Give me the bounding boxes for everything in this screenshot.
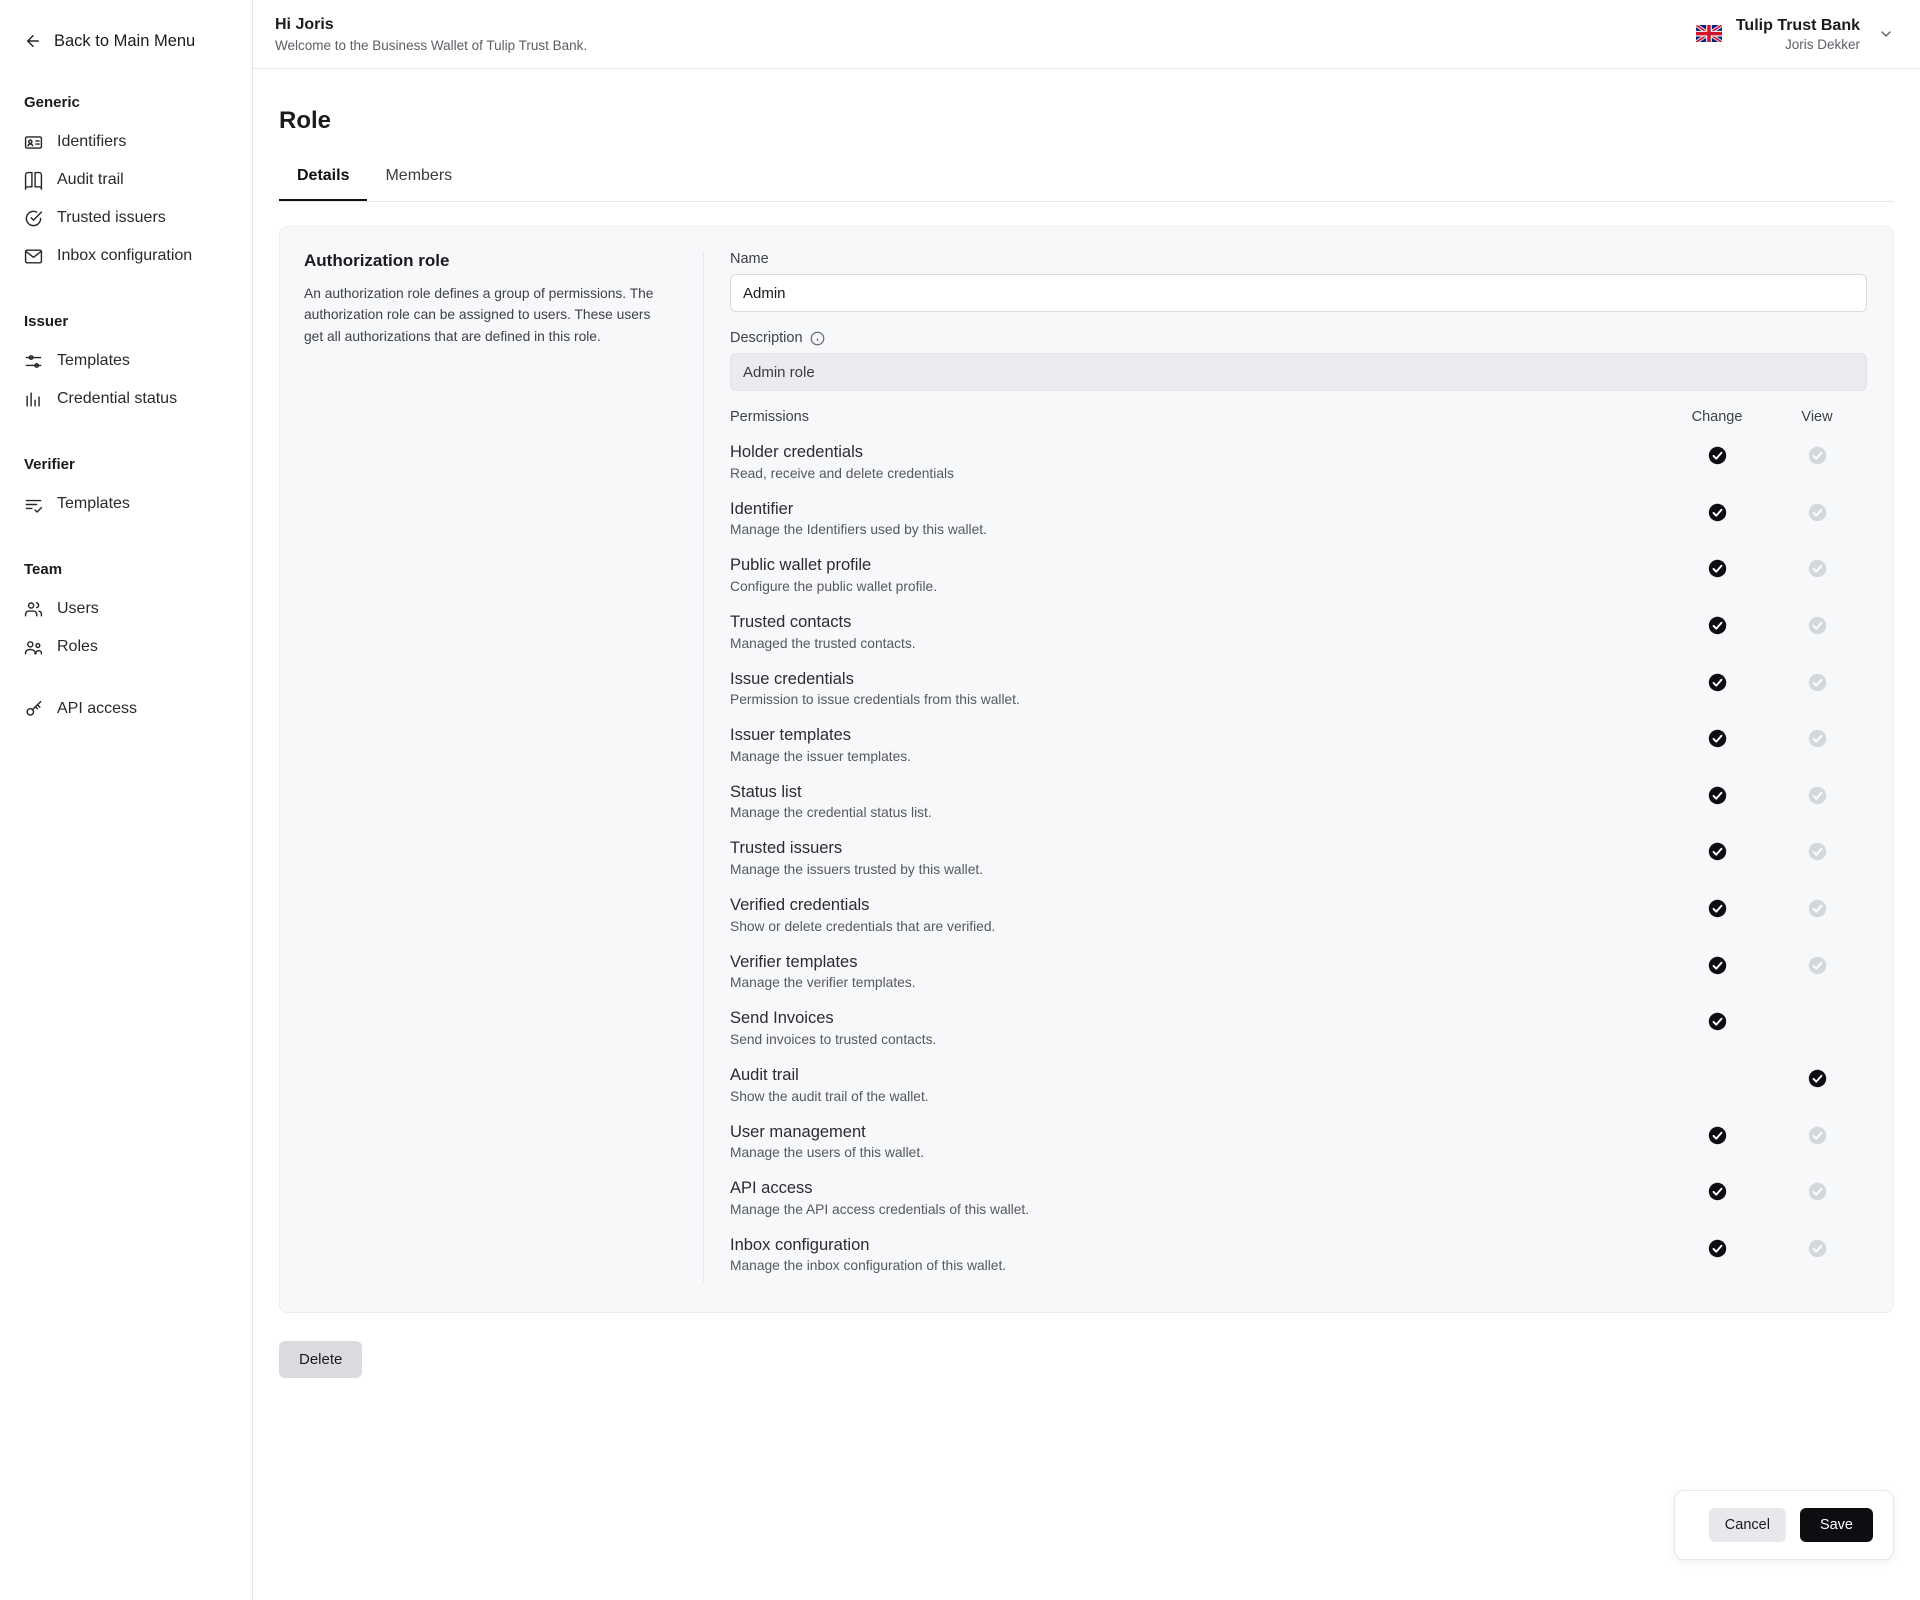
permission-view-cell — [1767, 725, 1867, 748]
key-icon — [24, 700, 43, 719]
name-input[interactable] — [730, 274, 1867, 312]
checkbox-change-checked[interactable] — [1708, 729, 1727, 748]
checkbox-empty — [1808, 1012, 1827, 1031]
cancel-button[interactable]: Cancel — [1709, 1508, 1786, 1542]
permission-description: Show the audit trail of the wallet. — [730, 1088, 929, 1104]
permission-change-cell — [1667, 1122, 1767, 1145]
checkbox-change-checked[interactable] — [1708, 1239, 1727, 1258]
checkbox-view-disabled — [1808, 616, 1827, 635]
permission-description: Manage the inbox configuration of this wallet. — [730, 1258, 1007, 1274]
permission-change-cell — [1667, 1235, 1767, 1258]
checkbox-view-disabled — [1808, 1239, 1827, 1258]
permission-description: Manage the credential status list. — [730, 805, 932, 821]
info-icon[interactable] — [810, 331, 825, 346]
permission-view-cell — [1767, 1065, 1867, 1088]
permission-change-cell — [1667, 669, 1767, 692]
sidebar-item-label: Users — [57, 600, 99, 617]
permission-name: Trusted issuers — [730, 839, 843, 858]
permission-change-cell — [1667, 1178, 1767, 1201]
permission-text — [730, 725, 1667, 764]
verify-template-icon — [24, 495, 43, 514]
sidebar-item-inbox-configuration[interactable] — [0, 237, 252, 275]
column-header-change: Change — [1691, 409, 1743, 425]
checkbox-view-disabled — [1808, 1182, 1827, 1201]
book-icon — [24, 171, 43, 190]
permission-text — [730, 1008, 1667, 1047]
permission-row — [730, 490, 1867, 547]
sidebar-item-label: Audit trail — [57, 171, 124, 188]
role-details-card — [279, 226, 1894, 1313]
permission-text — [730, 499, 1667, 538]
sidebar-item-label: Inbox configuration — [57, 247, 193, 264]
permission-description: Managed the trusted contacts. — [730, 635, 916, 651]
save-bar — [1674, 1490, 1894, 1560]
sidebar-item-label: API access — [57, 700, 138, 717]
permission-text — [730, 782, 1667, 821]
permission-text — [730, 612, 1667, 651]
greeting-block — [275, 15, 587, 53]
permission-name: Verified credentials — [730, 896, 870, 914]
check-circle-icon — [24, 209, 43, 228]
tab-members[interactable]: Members — [385, 167, 453, 184]
checkbox-view-disabled — [1808, 446, 1827, 465]
info-body: An authorization role defines a group of permissions. The authorization role can be assigned to users. These users get all authorizations that are defined in this role. — [304, 286, 654, 344]
permission-view-cell — [1767, 895, 1867, 918]
permission-description: Manage the API access credentials of this wallet. — [730, 1201, 1030, 1217]
permission-description: Manage the users of this wallet. — [730, 1145, 925, 1161]
permission-name: Inbox configuration — [730, 1235, 870, 1254]
permission-name: Status list — [730, 782, 802, 801]
permission-row — [730, 943, 1867, 1000]
checkbox-view-disabled — [1808, 729, 1827, 748]
permission-view-cell — [1767, 952, 1867, 975]
permission-text — [730, 1122, 1667, 1161]
permission-row — [730, 1113, 1867, 1170]
permission-name: User management — [730, 1122, 866, 1141]
permission-row — [730, 603, 1867, 660]
permissions-header — [730, 409, 1867, 425]
permission-description: Send invoices to trusted contacts. — [730, 1031, 937, 1047]
checkbox-view-checked[interactable] — [1808, 1069, 1827, 1088]
permission-row — [730, 716, 1867, 773]
sidebar-item-identifiers[interactable] — [0, 123, 252, 161]
permission-description: Permission to issue credentials from this wallet. — [730, 692, 1020, 708]
column-header-view: View — [1801, 409, 1833, 425]
checkbox-view-disabled — [1808, 786, 1827, 805]
permission-row — [730, 546, 1867, 603]
authorization-role-info — [304, 251, 704, 1282]
permission-change-cell — [1667, 725, 1767, 748]
checkbox-view-disabled — [1808, 673, 1827, 692]
org-block — [1736, 16, 1860, 52]
permission-row — [730, 1226, 1867, 1283]
permission-view-cell — [1767, 555, 1867, 578]
uk-flag-icon[interactable] — [1696, 25, 1722, 43]
permission-row — [730, 999, 1867, 1056]
page-title: Role — [279, 107, 332, 134]
back-to-main-menu-label: Back to Main Menu — [54, 31, 196, 50]
permission-row — [730, 660, 1867, 717]
permission-description: Manage the verifier templates. — [730, 975, 916, 991]
sidebar-item-users[interactable] — [0, 590, 252, 628]
permission-change-cell — [1667, 838, 1767, 861]
permission-row — [730, 433, 1867, 490]
permission-row — [730, 886, 1867, 943]
checkbox-change-checked[interactable] — [1708, 673, 1727, 692]
permission-row — [730, 1056, 1867, 1113]
sidebar — [0, 0, 253, 1600]
checkbox-change-checked[interactable] — [1708, 1012, 1727, 1031]
tab-details[interactable]: Details — [279, 157, 367, 201]
permission-name: Trusted contacts — [730, 612, 852, 631]
permission-description: Manage the Identifiers used by this wallet. — [730, 522, 987, 538]
checkbox-change-checked[interactable] — [1708, 503, 1727, 522]
main-area — [253, 0, 1920, 1600]
permission-change-cell — [1667, 555, 1767, 578]
chevron-down-icon[interactable] — [1878, 26, 1894, 42]
description-label — [730, 330, 1867, 346]
permission-view-cell — [1767, 838, 1867, 861]
permission-description: Manage the issuer templates. — [730, 748, 911, 764]
permission-name: Send Invoices — [730, 1009, 834, 1028]
description-field-block — [730, 330, 1867, 391]
permission-text — [730, 1065, 1667, 1104]
permission-text — [730, 669, 1667, 708]
permission-row — [730, 1169, 1867, 1226]
sidebar-item-credential-status[interactable] — [0, 380, 252, 418]
permission-description: Manage the issuers trusted by this wallet. — [730, 862, 984, 877]
sidebar-item-label: Credential status — [57, 390, 178, 407]
permission-name: Identifier — [730, 499, 794, 518]
permission-description: Read, receive and delete credentials — [730, 465, 954, 481]
checkbox-change-checked[interactable] — [1708, 559, 1727, 578]
permission-change-cell — [1667, 612, 1767, 635]
sidebar-item-trusted-issuers[interactable] — [0, 199, 252, 237]
sidebar-nav — [0, 94, 252, 728]
sliders-icon — [24, 352, 43, 371]
permission-change-cell — [1667, 499, 1767, 522]
permission-text — [730, 895, 1667, 934]
permission-row — [730, 829, 1867, 886]
checkbox-view-disabled — [1808, 1126, 1827, 1145]
permission-change-cell — [1667, 952, 1767, 975]
permission-text — [730, 555, 1667, 594]
permission-name: Audit trail — [730, 1065, 799, 1084]
permission-view-cell — [1767, 1122, 1867, 1145]
topbar — [253, 0, 1920, 69]
permission-text — [730, 1235, 1667, 1274]
sidebar-item-label: Trusted issuers — [57, 209, 166, 226]
permission-name: Issuer templates — [730, 726, 852, 745]
checkbox-change-checked[interactable] — [1708, 1126, 1727, 1145]
arrow-left-icon — [24, 32, 42, 50]
sidebar-item-api-access[interactable] — [0, 690, 252, 728]
sidebar-item-label: Templates — [57, 352, 130, 369]
permission-view-cell — [1767, 782, 1867, 805]
roles-icon — [24, 638, 43, 657]
account-menu[interactable] — [1696, 16, 1894, 52]
sidebar-item-label: Identifiers — [57, 133, 127, 150]
sidebar-group-verifier: Verifier — [24, 456, 75, 473]
permission-name: Verifier templates — [730, 952, 858, 971]
org-name: Tulip Trust Bank — [1735, 16, 1860, 34]
back-to-main-menu-button[interactable] — [0, 26, 252, 56]
sidebar-item-label: Roles — [57, 638, 98, 655]
checkbox-view-disabled — [1808, 956, 1827, 975]
id-card-icon — [24, 133, 43, 152]
sidebar-group-team: Team — [24, 561, 63, 578]
sidebar-item-audit-trail[interactable] — [0, 161, 252, 199]
permission-name: Issue credentials — [730, 669, 854, 688]
permission-description: Show or delete credentials that are verified. — [730, 918, 996, 934]
info-heading: Authorization role — [304, 251, 450, 270]
permission-change-cell — [1667, 442, 1767, 465]
permission-name: Holder credentials — [730, 443, 863, 461]
checkbox-change-checked[interactable] — [1708, 842, 1727, 861]
permission-text — [730, 1178, 1667, 1217]
name-label: Name — [730, 251, 769, 267]
checkbox-view-disabled — [1808, 559, 1827, 578]
permission-row — [730, 773, 1867, 830]
sidebar-group-issuer: Issuer — [24, 313, 69, 330]
permission-view-cell — [1767, 1008, 1867, 1031]
tab-bar — [279, 157, 1894, 202]
role-form — [704, 251, 1867, 1282]
page-content — [253, 69, 1920, 1378]
sidebar-group-generic: Generic — [24, 94, 80, 111]
checkbox-view-disabled — [1808, 503, 1827, 522]
checkbox-change-checked[interactable] — [1708, 956, 1727, 975]
sidebar-item-label: Templates — [57, 495, 130, 512]
permission-text — [730, 838, 1667, 877]
permissions-list — [730, 433, 1867, 1282]
save-button[interactable]: Save — [1800, 1508, 1873, 1542]
checkbox-view-disabled — [1808, 899, 1827, 918]
permission-change-cell — [1667, 1065, 1767, 1088]
permission-view-cell — [1767, 612, 1867, 635]
checkbox-change-checked[interactable] — [1708, 1182, 1727, 1201]
permission-view-cell — [1767, 499, 1867, 522]
greeting-title: Hi Joris — [275, 16, 334, 33]
status-icon — [24, 390, 43, 409]
permission-change-cell — [1667, 895, 1767, 918]
permission-view-cell — [1767, 669, 1867, 692]
description-input[interactable] — [730, 353, 1867, 391]
description-label-text: Description — [730, 330, 803, 346]
permissions-label: Permissions — [730, 409, 809, 425]
sidebar-item-roles[interactable] — [0, 628, 252, 666]
sidebar-item-templates[interactable] — [0, 485, 252, 523]
greeting-subtitle: Welcome to the Business Wallet of Tulip Trust Bank. — [275, 38, 588, 53]
permission-name: Public wallet profile — [730, 556, 872, 575]
permission-text — [730, 442, 1667, 481]
permission-view-cell — [1767, 1235, 1867, 1258]
permission-view-cell — [1767, 442, 1867, 465]
checkbox-change-checked[interactable] — [1708, 616, 1727, 635]
permission-change-cell — [1667, 1008, 1767, 1031]
name-field-block — [730, 251, 1867, 312]
checkbox-view-disabled — [1808, 842, 1827, 861]
sidebar-item-templates[interactable] — [0, 342, 252, 380]
delete-button[interactable]: Delete — [279, 1341, 362, 1378]
permission-change-cell — [1667, 782, 1767, 805]
user-name: Joris Dekker — [1784, 37, 1860, 53]
permission-name: API access — [730, 1179, 813, 1198]
permission-view-cell — [1767, 1178, 1867, 1201]
users-icon — [24, 600, 43, 619]
checkbox-change-checked[interactable] — [1708, 786, 1727, 805]
permission-text — [730, 952, 1667, 991]
permission-description: Configure the public wallet profile. — [730, 578, 938, 594]
checkbox-empty — [1708, 1069, 1727, 1088]
checkbox-change-checked[interactable] — [1708, 446, 1727, 465]
mail-icon — [24, 247, 43, 266]
checkbox-change-checked[interactable] — [1708, 899, 1727, 918]
